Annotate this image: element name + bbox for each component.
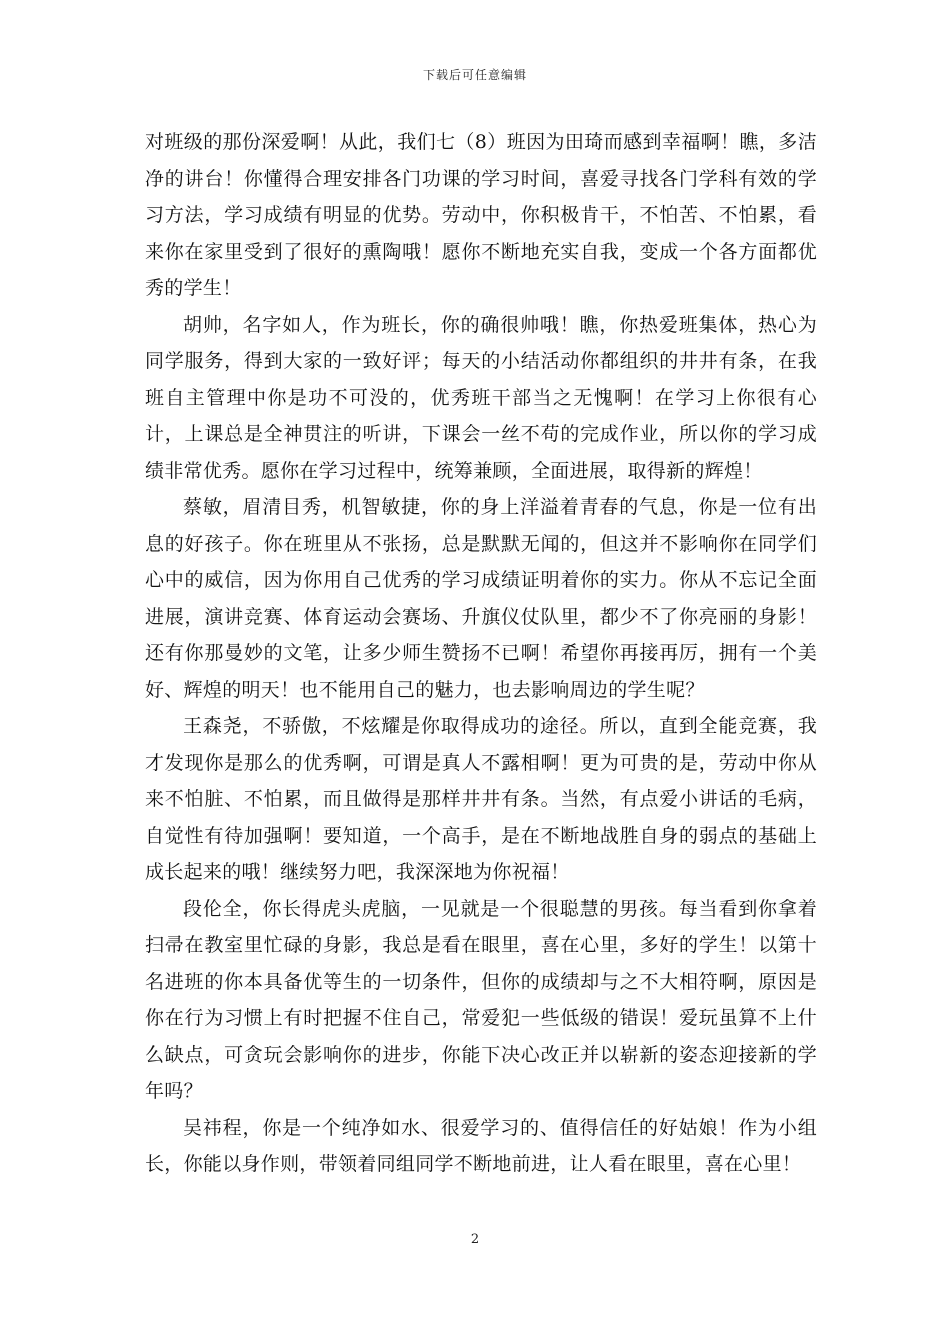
page-number: 2 bbox=[470, 1232, 480, 1247]
page-header: 下载后可任意编辑 bbox=[422, 68, 527, 82]
document-body bbox=[145, 124, 817, 1183]
paragraph-hu-shuai: 胡帅，名字如人，作为班长，你的确很帅哦！瞧，你热爱班集体，热心为同学服务，得到大家的一致好评；每天的小结活动你都组织的井井有条，在我班自主管理中你是功不可没的，优秀班干部当之无愧啊！在学习上你很有心计，上课总是全神贯注的听讲，下课会一丝不苟的完成作业，所以你的学习成绩非常优秀。愿你在学习过程中，统筹兼顾，全面进展，取得新的辉煌！ bbox=[145, 313, 817, 482]
paragraph-cai-min: 蔡敏，眉清目秀，机智敏捷，你的身上洋溢着青春的气息，你是一位有出息的好孩子。你在班里从不张扬，总是默默无闻的，但这并不影响你在同学们心中的威信，因为你用自己优秀的学习成绩证明着你的实力。你从不忘记全面进展，演讲竞赛、体育运动会赛场、升旗仪仗队里，都少不了你亮丽的身影！还有你那曼妙的文笔，让多少师生赞扬不已啊！希望你再接再厉，拥有一个美好、辉煌的明天！也不能用自己的魅力，也去影响周边的学生呢？ bbox=[145, 496, 817, 701]
paragraph-wu-yicheng: 吴祎程，你是一个纯净如水、很爱学习的、值得信任的好姑娘！作为小组长，你能以身作则，带领着同组同学不断地前进，让人看在眼里，喜在心里！ bbox=[145, 1116, 817, 1175]
paragraph-wang-senyao: 王森尧，不骄傲，不炫耀是你取得成功的途径。所以，直到全能竞赛，我才发现你是那么的优秀啊，可谓是真人不露相啊！更为可贵的是，劳动中你从来不怕脏、不怕累，而且做得是那样井井有条。当然，有点爱小讲话的毛病，自觉性有待加强啊！要知道，一个高手，是在不断地战胜自身的弱点的基础上成长起来的哦！继续努力吧，我深深地为你祝福！ bbox=[145, 715, 817, 883]
paragraph-continuation: 对班级的那份深爱啊！从此，我们七（8）班因为田琦而感到幸福啊！瞧，多洁净的讲台！你懂得合理安排各门功课的学习时间，喜爱寻找各门学科有效的学习方法，学习成绩有明显的优势。劳动中，你积极肯干，不怕苦、不怕累，看来你在家里受到了很好的熏陶哦！愿你不断地充实自我，变成一个各方面都优秀的学生！ bbox=[145, 131, 817, 299]
paragraph-duan-lunquan: 段伦全，你长得虎头虎脑，一见就是一个很聪慧的男孩。每当看到你拿着扫帚在教室里忙碌的身影，我总是看在眼里，喜在心里，多好的学生！以第十名进班的你本具备优等生的一切条件，但你的成绩却与之不大相符啊，原因是你在行为习惯上有时把握不住自己，常爱犯一些低级的错误！爱玩虽算不上什么缺点，可贪玩会影响你的进步，你能下决心改正并以崭新的姿态迎接新的学年吗？ bbox=[145, 897, 817, 1102]
